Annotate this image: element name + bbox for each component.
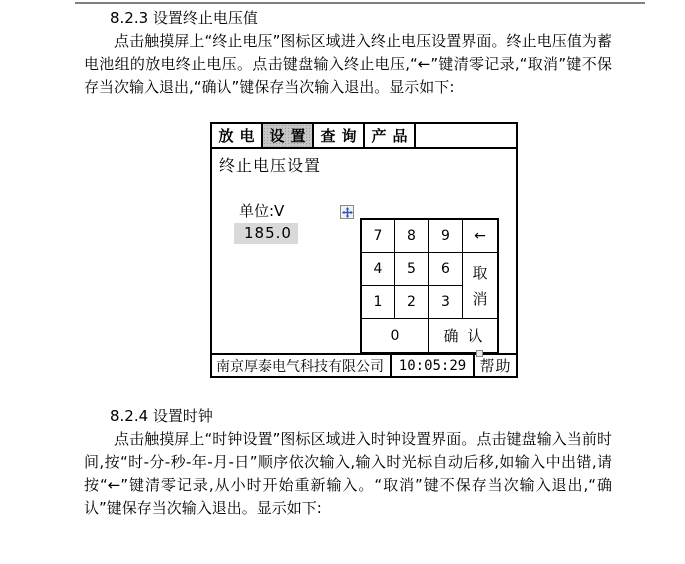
tab-query[interactable]: 查询 (314, 124, 365, 147)
key-0[interactable]: 0 (362, 319, 429, 352)
key-3[interactable]: 3 (429, 286, 463, 319)
section-heading-823: 8.2.3 设置终止电压值 (110, 9, 258, 27)
page-top-divider (75, 2, 645, 4)
key-backspace[interactable]: ← (463, 220, 497, 253)
section-heading-824: 8.2.4 设置时钟 (110, 407, 213, 425)
section-body-823: 点击触摸屏上“终止电压”图标区域进入终止电压设置界面。终止电压值为蓄电池组的放电终止电压。点击键盘输入终止电压,“←”键清零记录,“取消”键不保存当次输入退出,“确认”键保存当次输入退出。显示如下: (84, 32, 612, 96)
key-cancel[interactable] (463, 253, 497, 319)
key-cancel-label: 取消 (472, 263, 488, 308)
screen-title: 终止电压设置 (219, 156, 322, 175)
tab-discharge[interactable]: 放电 (212, 124, 263, 147)
key-4[interactable]: 4 (362, 253, 395, 286)
numeric-keypad (360, 218, 499, 354)
device-screen-figure (210, 122, 518, 378)
company-name: 南京厚泰电气科技有限公司 (212, 355, 392, 376)
tab-product[interactable]: 产品 (365, 124, 416, 147)
device-tabbar (212, 124, 516, 149)
section-body-824: 点击触摸屏上“时钟设置”图标区域进入时钟设置界面。点击键盘输入当前时间,按“时-分-秒-年-月-日”顺序依次输入,输入时光标自动后移,如输入中出错,请按“←”键清零记录,从小时开始重新输入。“取消”键不保存当次输入退出,“确认”键保存当次输入退出。显示如下: (84, 430, 612, 517)
key-6[interactable]: 6 (429, 253, 463, 286)
key-confirm[interactable]: 确认 (443, 327, 492, 345)
tabbar-filler (416, 124, 516, 147)
resize-handle-icon[interactable] (476, 350, 483, 357)
unit-label: 单位:V (239, 202, 285, 220)
key-5[interactable]: 5 (395, 253, 429, 286)
tab-settings[interactable]: 设置 (263, 124, 314, 147)
help-button[interactable]: 帮助 (479, 357, 512, 375)
voltage-value-field[interactable]: 185.0 (234, 223, 298, 244)
key-9[interactable]: 9 (429, 220, 463, 253)
key-1[interactable]: 1 (362, 286, 395, 319)
move-icon[interactable] (340, 205, 354, 219)
key-8[interactable]: 8 (395, 220, 429, 253)
move-arrows-glyph (342, 207, 353, 218)
key-2[interactable]: 2 (395, 286, 429, 319)
key-7[interactable]: 7 (362, 220, 395, 253)
clock-display: 10:05:29 (392, 355, 475, 376)
device-statusbar (212, 353, 516, 376)
